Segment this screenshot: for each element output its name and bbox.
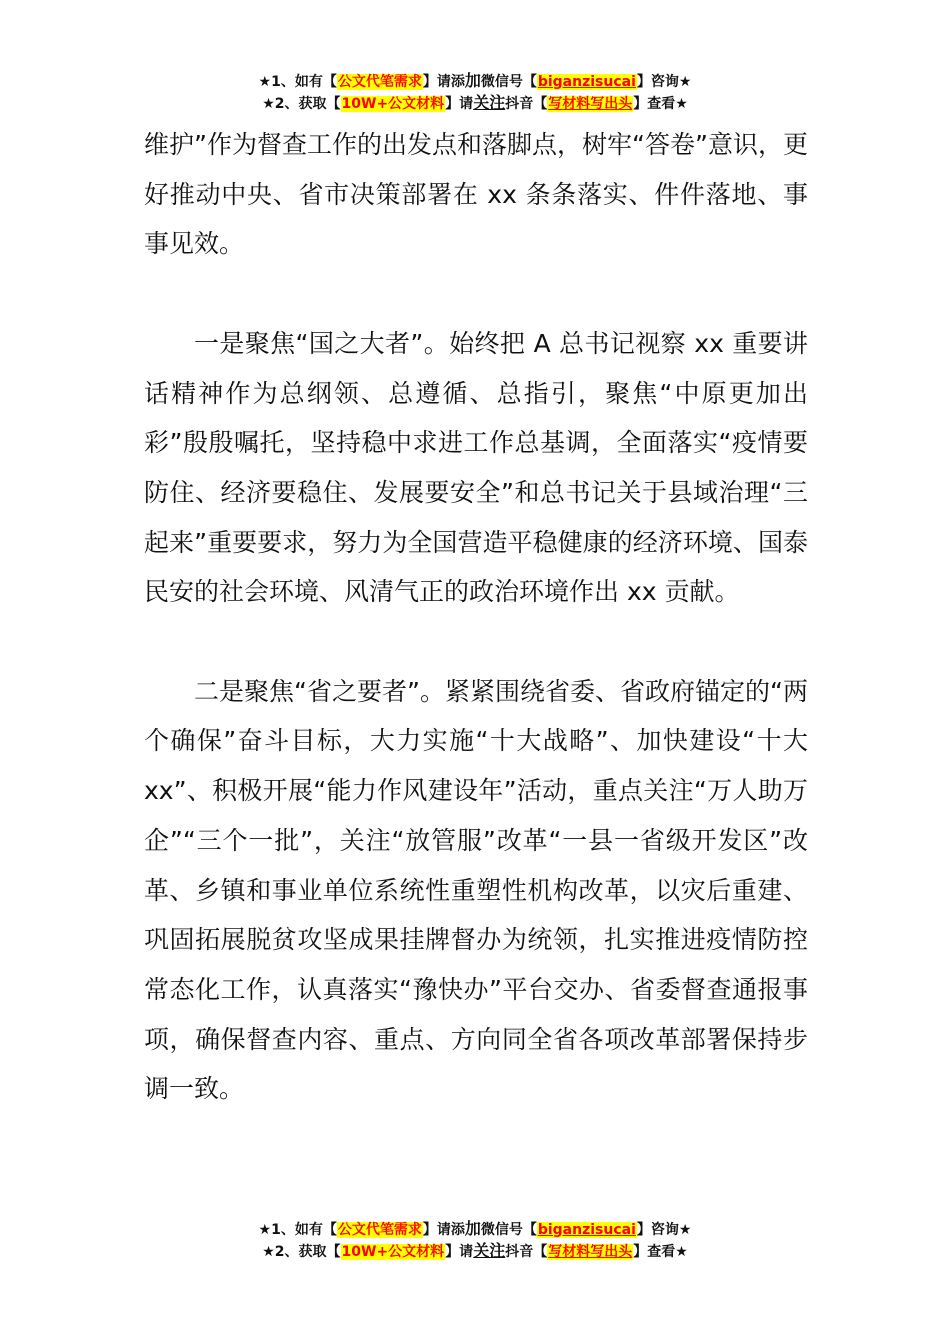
banner-line-1-emphasis: 加	[464, 71, 481, 90]
banner-highlight-wechat-id: biganzisucai	[537, 74, 636, 90]
banner-line-2-text-2: 抖音【	[505, 96, 548, 112]
footer-highlight-wechat-id: biganzisucai	[537, 1222, 636, 1238]
paragraph-continuation: 维护”作为督查工作的出发点和落脚点，树牢“答卷”意识，更好推动中央、省市决策部署在 xx 条条落实、件件落地、事事见效。	[144, 130, 808, 259]
footer-line-2-emphasis: 关注	[473, 1241, 506, 1260]
footer-line-2-suffix: 】查看★	[633, 1244, 688, 1260]
footer-line-2	[0, 1240, 950, 1262]
footer-highlight-douyin-account: 写材料写出头	[548, 1244, 633, 1260]
paragraph-national-focus: 一是聚焦“国之大者”。始终把 A 总书记视察 xx 重要讲话精神作为总纲领、总遵循、总指引，聚焦“中原更加出彩”殷殷嘱托，坚持稳中求进工作总基调，全面落实“疫情要防住、经济要稳住、发展要安全”和总书记关于县域治理“三起来”重要要求，努力为全国营造平稳健康的经济环境、国泰民安的社会环境、风清气正的政治环境作出 xx 贡献。	[144, 328, 808, 607]
banner-highlight-materials: 10W+公文材料	[341, 96, 445, 112]
paragraph-provincial-focus: 二是聚焦“省之要者”。紧紧围绕省委、省政府锚定的“两个确保”奋斗目标，大力实施“十大战略”、加快建设“十大 xx”、积极开展“能力作风建设年”活动，重点关注“万人助万企”“三个一批”，关注“放管服”改革“一县一省级开发区”改革、乡镇和事业单位系统性重塑性机构改革，以灾后重建、巩固拓展脱贫攻坚成果挂牌督办为统领，扎实推进疫情防控常态化工作，认真落实“豫快办”平台交办、省委督查通报事项，确保督查内容、重点、方向同全省各项改革部署保持步调一致。	[144, 676, 808, 1104]
banner-line-2	[0, 92, 950, 114]
footer-line-1-emphasis: 加	[464, 1219, 481, 1238]
banner-line-1-prefix: ★1、如有【	[258, 74, 337, 90]
footer-line-2-text: 】请	[445, 1244, 474, 1260]
footer-banner	[0, 1218, 950, 1262]
banner-line-1-text-2: 微信号【	[480, 74, 537, 90]
footer-line-2-text-2: 抖音【	[505, 1244, 548, 1260]
footer-line-1	[0, 1218, 950, 1240]
footer-line-1-suffix: 】咨询★	[636, 1222, 692, 1238]
footer-highlight-materials: 10W+公文材料	[341, 1244, 445, 1260]
footer-line-1-prefix: ★1、如有【	[258, 1222, 337, 1238]
paragraph-spacer	[144, 269, 808, 319]
footer-line-2-prefix: ★2、获取【	[262, 1244, 341, 1260]
banner-line-2-text: 】请	[445, 96, 474, 112]
banner-line-1-suffix: 】咨询★	[636, 74, 692, 90]
footer-highlight-service: 公文代笔需求	[337, 1222, 422, 1238]
banner-line-1-text: 】请添	[422, 74, 465, 90]
banner-line-1	[0, 70, 950, 92]
banner-line-2-prefix: ★2、获取【	[262, 96, 341, 112]
document-body	[144, 120, 808, 1114]
paragraph-spacer	[144, 617, 808, 667]
footer-line-1-text: 】请添	[422, 1222, 465, 1238]
banner-line-2-suffix: 】查看★	[633, 96, 688, 112]
footer-line-1-text-2: 微信号【	[480, 1222, 537, 1238]
banner-highlight-service: 公文代笔需求	[337, 74, 422, 90]
banner-highlight-douyin-account: 写材料写出头	[548, 96, 633, 112]
banner-line-2-emphasis: 关注	[473, 93, 506, 112]
header-banner	[0, 70, 950, 114]
